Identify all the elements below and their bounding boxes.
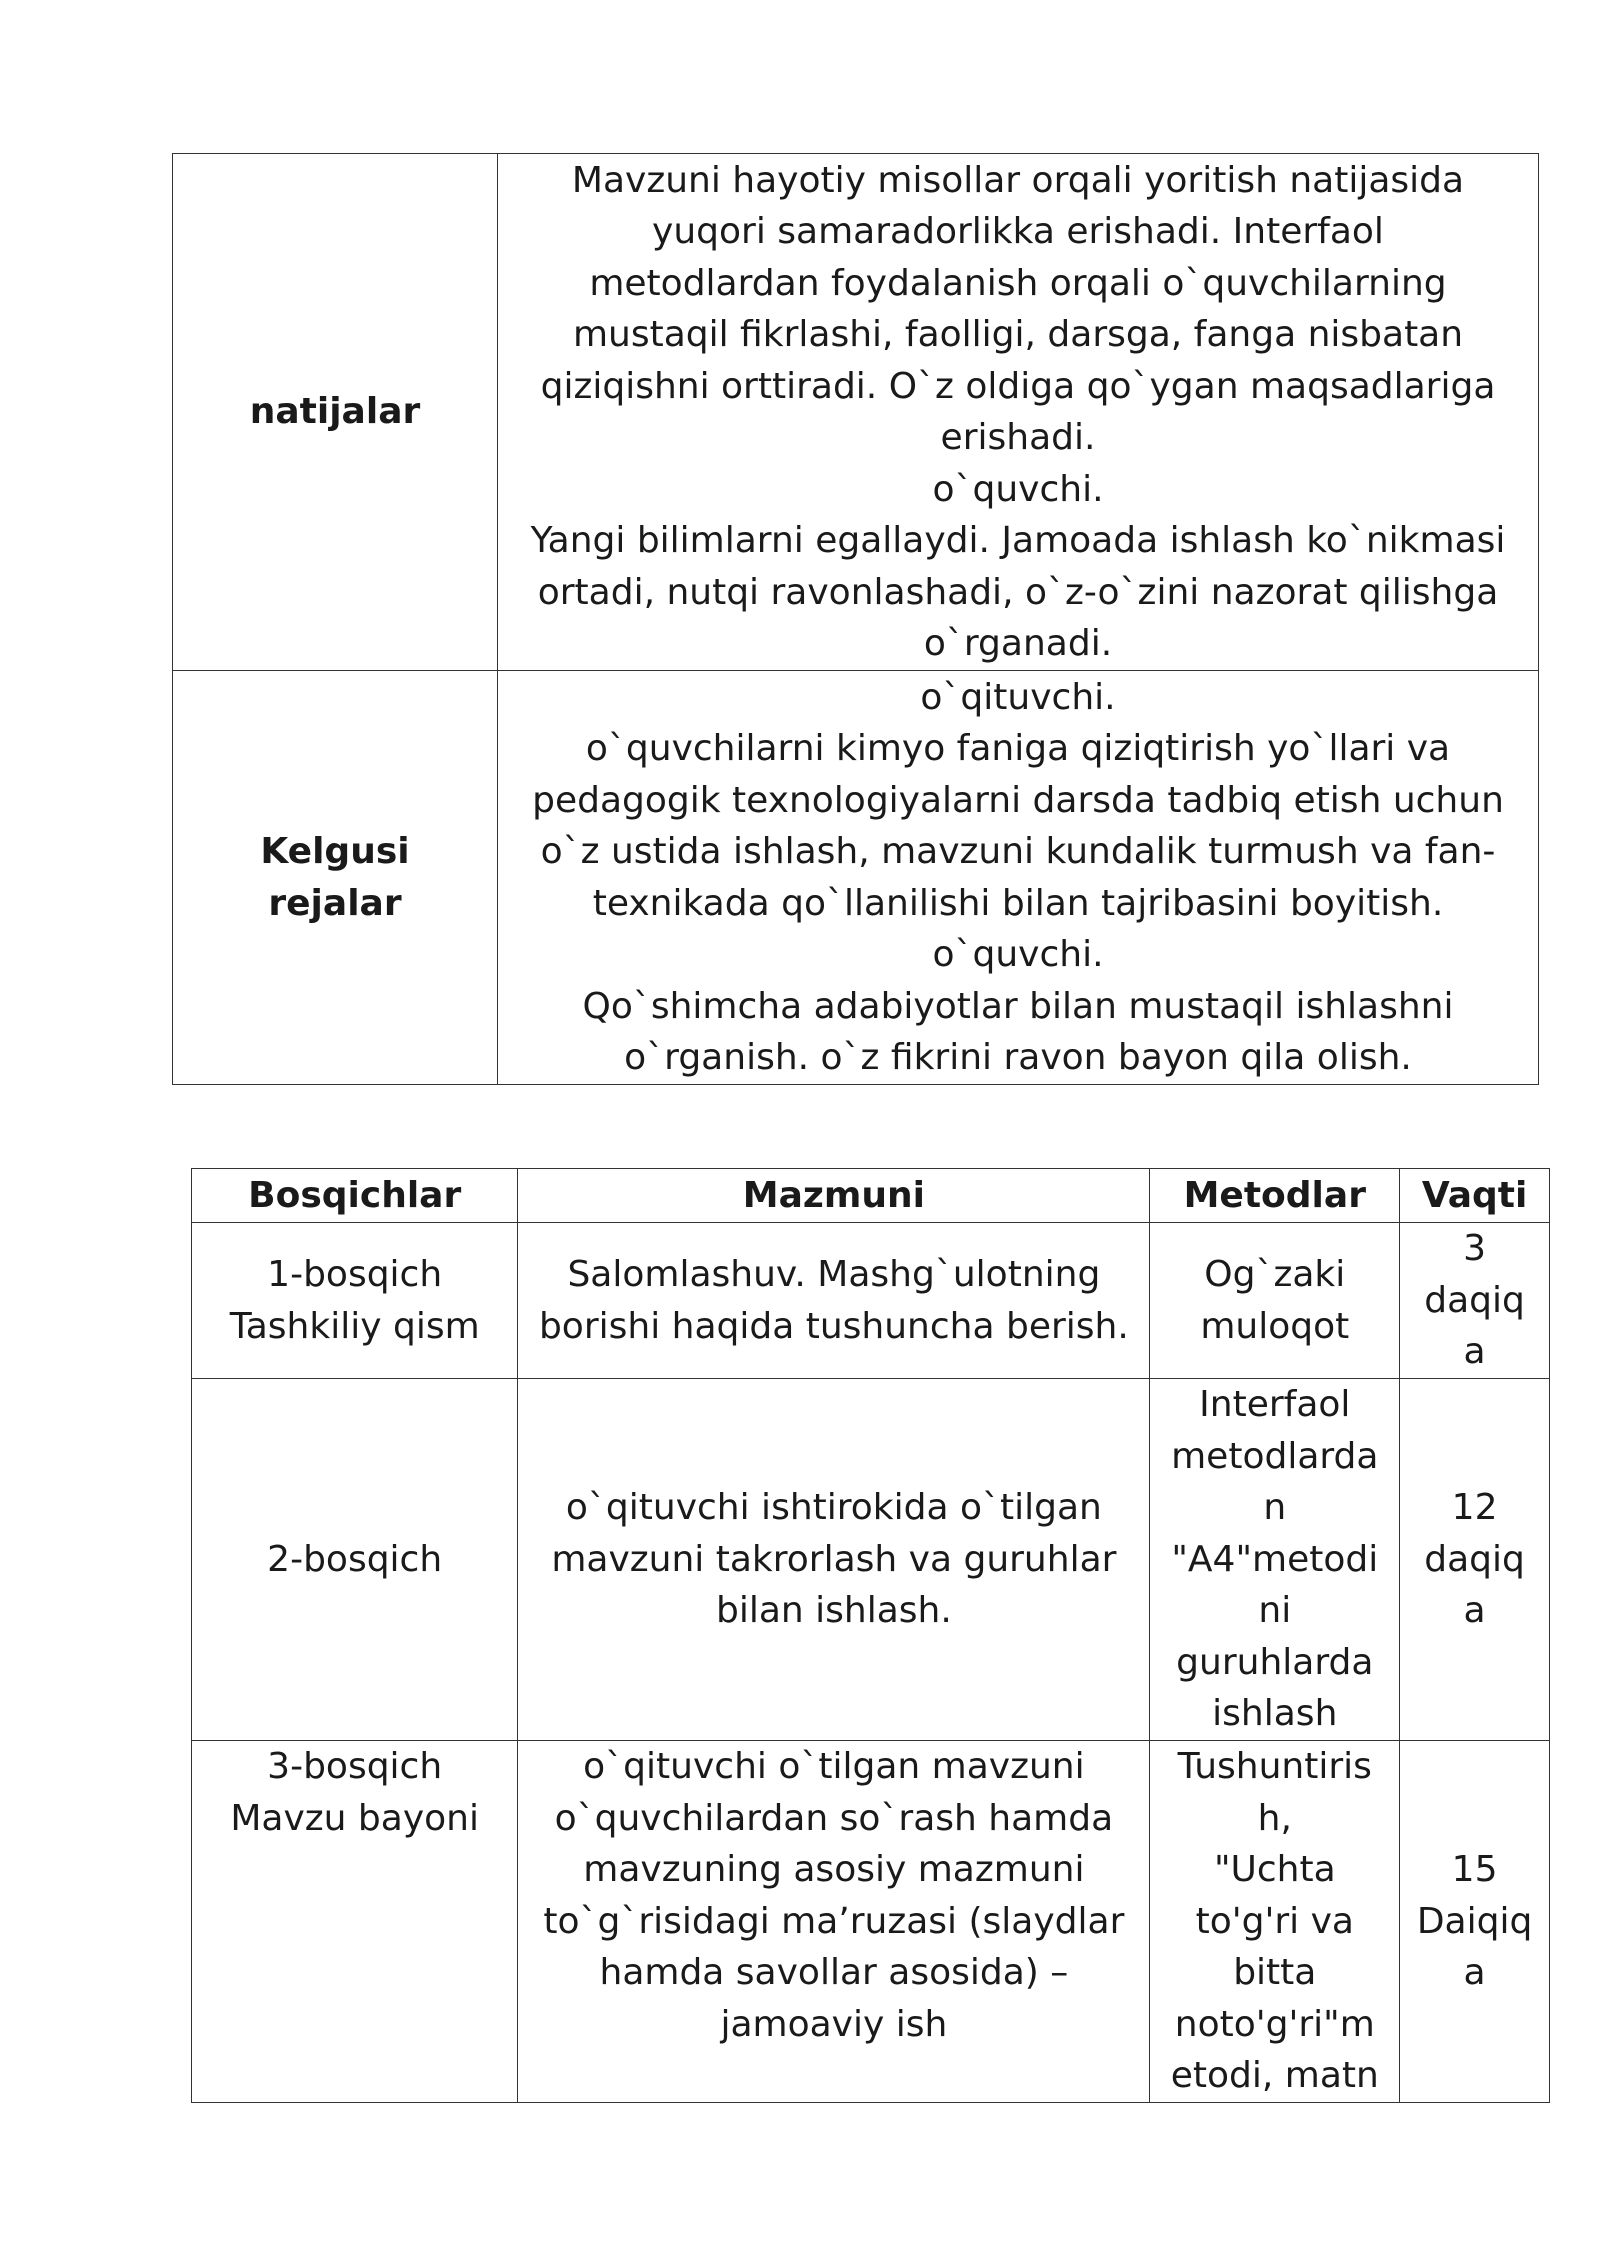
row-content-future-plans: o`qituvchi. o`quvchilarni kimyo faniga qiziqtirish yo`llari va pedagogik texnologiyalarni darsda tadbiq etish uchun o`z ustida ishlash, mavzuni kundalik turmush va fan- texnikada qo`llanilishi bilan tajribasini boyitish. o`quvchi. Qo`shimcha adabiyotlar bilan mustaqil ishlashni o`rganish. o`z fikrini ravon bayon qila olish. <box>498 671 1539 1085</box>
methods-cell: Interfaol metodlarda n "A4"metodi ni guruhlarda ishlash <box>1150 1379 1400 1741</box>
row-content-results: Mavzuni hayotiy misollar orqali yoritish natijasida yuqori samaradorlikka erishadi. Interfaol metodlardan foydalanish orqali o`quvchilarning mustaqil fikrlashi, faolligi, darsga, fanga nisbatan qiziqishni orttiradi. O`z oldiga qo`ygan maqsadlariga erishadi. o`quvchi. Yangi bilimlarni egallaydi. Jamoada ishlash ko`nikmasi ortadi, nutqi ravonlashadi, o`z-o`zini nazorat qilishga o`rganadi. <box>498 154 1539 671</box>
methods-cell: Tushuntiris h, "Uchta to'g'ri va bitta noto'g'ri"m etodi, matn <box>1150 1741 1400 2103</box>
stage-cell: 1-bosqich Tashkiliy qism <box>192 1223 518 1379</box>
stage-cell: 3-bosqich Mavzu bayoni <box>192 1741 518 2103</box>
row-label-future-plans: Kelgusi rejalar <box>173 671 498 1085</box>
methods-cell: Og`zaki muloqot <box>1150 1223 1400 1379</box>
header-content: Mazmuni <box>518 1169 1150 1223</box>
table-row <box>173 671 1539 1085</box>
table-header-row <box>192 1169 1550 1223</box>
header-methods: Metodlar <box>1150 1169 1400 1223</box>
header-time: Vaqti <box>1400 1169 1550 1223</box>
time-cell: 12 daqiq a <box>1400 1379 1550 1741</box>
table-row <box>192 1379 1550 1741</box>
content-cell: Salomlashuv. Mashg`ulotning borishi haqida tushuncha berish. <box>518 1223 1150 1379</box>
stage-cell: 2-bosqich <box>192 1379 518 1741</box>
table-row <box>192 1741 1550 2103</box>
table-row <box>173 154 1539 671</box>
table-row <box>192 1223 1550 1379</box>
content-cell: o`qituvchi o`tilgan mavzuni o`quvchilardan so`rash hamda mavzuning asosiy mazmuni to`g`risidagi ma’ruzasi (slaydlar hamda savollar asosida) – jamoaviy ish <box>518 1741 1150 2103</box>
lesson-stages-table <box>191 1168 1550 2103</box>
time-cell: 3 daqiq a <box>1400 1223 1550 1379</box>
results-plans-table <box>172 153 1539 1085</box>
time-cell: 15 Daiqiq a <box>1400 1741 1550 2103</box>
content-cell: o`qituvchi ishtirokida o`tilgan mavzuni takrorlash va guruhlar bilan ishlash. <box>518 1379 1150 1741</box>
header-stages: Bosqichlar <box>192 1169 518 1223</box>
row-label-results: natijalar <box>173 154 498 671</box>
